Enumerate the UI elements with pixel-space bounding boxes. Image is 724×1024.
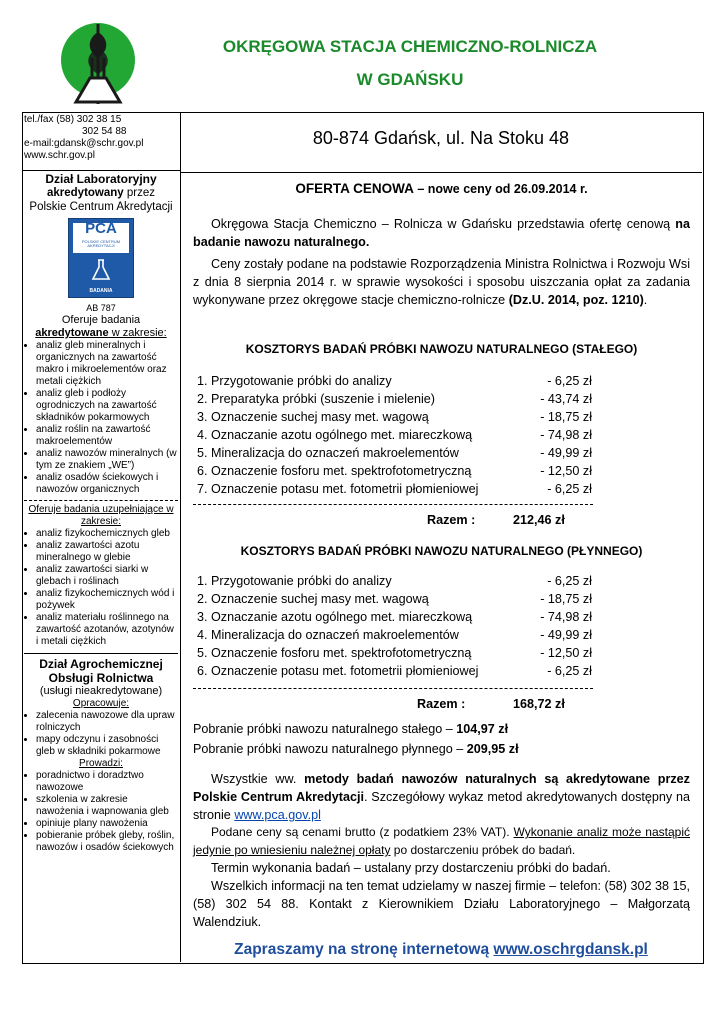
prices-paragraph: Podane ceny są cenami brutto (z podatkiem 23% VAT). Wykonanie analiz może nastąpić jedynie po wniesieniu należnej opłaty po dostarczeniu próbek do badań. — [193, 825, 690, 857]
list-item: • szkolenia w zakresie nawożenia i wapnowania gleb — [36, 794, 178, 818]
list-item: • analiz zawartości azotu mineralnego w glebie — [36, 540, 178, 564]
intro-paragraph: Okręgowa Stacja Chemiczno – Rolnicza w Gdańsku przedstawia ofertę cenową na badanie nawozu naturalnego. — [193, 217, 690, 249]
list-item: • analiz fizykochemicznych wód i pożywek — [36, 588, 178, 612]
column-divider — [180, 112, 181, 962]
liquid-cost-table — [197, 572, 592, 680]
pca-subtext: POLSKIE CENTRUM AKREDYTACJI — [81, 239, 121, 248]
agro-title: Dział Agrochemicznej — [39, 657, 163, 671]
list-item: • zalecenia nawozowe dla upraw rolniczych — [36, 710, 178, 734]
total-value: 212,46 zł — [513, 513, 565, 527]
dashed-line — [193, 504, 593, 505]
flask-icon — [91, 259, 111, 281]
prowadzi-heading: Prowadzi: — [79, 758, 123, 769]
station-logo — [58, 18, 138, 108]
list-item: • opiniuje plany nawożenia — [36, 818, 178, 830]
web-line[interactable]: www.schr.gov.pl — [24, 150, 95, 161]
table-row: 2. Oznaczenie suchej masy met. wagową - 18,75 zł — [197, 592, 592, 606]
solid-cost-title: KOSZTORYS BADAŃ PRÓBKI NAWOZU NATURALNEGO (STAŁEGO) — [245, 342, 638, 356]
phone-line: tel./fax (58) 302 38 15 — [24, 114, 122, 125]
accredited-list — [24, 340, 178, 496]
table-row: 3. Oznaczenie suchej masy met. wagową - 18,75 zł — [197, 410, 592, 424]
lab-accreditation-body: Polskie Centrum Akredytacji — [29, 201, 173, 213]
list-item: • analiz osadów ściekowych i nawozów organicznych — [36, 472, 178, 496]
list-item: • analiz gleb i podłoży ogrodniczych na zawartość składników pokarmowych — [36, 388, 178, 424]
table-row: 3. Oznaczanie azotu ogólnego met. miareczkową - 74,98 zł — [197, 610, 592, 624]
table-row: 5. Mineralizacja do oznaczeń makroelementów - 49,99 zł — [197, 446, 592, 460]
list-item: • pobieranie próbek gleby, roślin, nawozów i osadów ściekowych — [36, 830, 178, 854]
prowadzi-list — [24, 770, 178, 854]
table-row: 4. Oznaczanie azotu ogólnego met. miareczkową - 74,98 zł — [197, 428, 592, 442]
list-item: • analiz nawozów mineralnych (w tym ze znakiem „WE”) — [36, 448, 178, 472]
table-row: 4. Mineralizacja do oznaczeń makroelementów - 49,99 zł — [197, 628, 592, 642]
list-item: • poradnictwo i doradztwo nawozowe — [36, 770, 178, 794]
agro-subtitle: (usługi nieakredytowane) — [39, 685, 163, 697]
supplementary-list — [24, 528, 178, 648]
email-line[interactable]: e-mail:gdansk@schr.gov.pl — [24, 138, 144, 149]
station-title-line2: W GDAŃSKU — [356, 70, 464, 89]
info-paragraph: Wszelkich informacji na ten temat udzielamy w naszej firmie – telefon: (58) 302 38 15, (58) 302 54 88. Kontakt z Kierownikiem Działu Laboratoryjnego – Małgorzatą Walendziuk. — [193, 879, 690, 929]
supplementary-heading: Oferuje badania uzupełniające w zakresie: — [28, 504, 174, 527]
liquid-cost-title: KOSZTORYS BADAŃ PRÓBKI NAWOZU NATURALNEGO (PŁYNNEGO) — [240, 544, 643, 558]
list-item: • analiz fizykochemicznych gleb — [36, 528, 178, 540]
total-value: 168,72 zł — [513, 697, 565, 711]
address: 80-874 Gdańsk, ul. Na Stoku 48 — [312, 128, 570, 148]
pca-link[interactable]: www.pca.gov.pl — [234, 808, 321, 822]
term-paragraph: Termin wykonania badań – ustalany przy dostarczeniu próbki do badań. — [211, 861, 611, 875]
footer-invitation: Zapraszamy na stronę internetową www.oschrgdansk.pl — [234, 941, 648, 958]
agro-title-2: Obsługi Rolnictwa — [48, 671, 154, 685]
offers-heading-2: akredytowane w zakresie: — [35, 327, 167, 339]
dashed-divider — [24, 500, 178, 501]
dashed-line — [193, 688, 593, 689]
total-label: Razem : — [427, 513, 476, 527]
solid-cost-table — [197, 372, 592, 498]
total-label: Razem : — [417, 697, 466, 711]
pca-badge — [68, 218, 134, 298]
table-row: 6. Oznaczenie potasu met. fotometrii płomieniowej - 6,25 zł — [197, 664, 592, 678]
sampling-solid: Pobranie próbki nawozu naturalnego stałego – 104,97 zł — [193, 722, 509, 736]
sampling-liquid: Pobranie próbki nawozu naturalnego płynnego – 209,95 zł — [193, 742, 519, 756]
pca-number: AB 787 — [86, 303, 116, 313]
list-item: • analiz gleb mineralnych i organicznych na zawartość makro i mikroelementów oraz metali ciężkich — [36, 340, 178, 388]
station-title-line1: OKRĘGOWA STACJA CHEMICZNO-ROLNICZA — [222, 37, 598, 56]
phone-line-2: 302 54 88 — [82, 126, 127, 137]
table-row: 1. Przygotowanie próbki do analizy - 6,25 zł — [197, 574, 592, 588]
table-row: 2. Preparatyka próbki (suszenie i mielenie) - 43,74 zł — [197, 392, 592, 406]
list-item: • analiz zawartości siarki w glebach i roślinach — [36, 564, 178, 588]
address-divider — [180, 172, 702, 173]
lab-title: Dział Laboratoryjny — [45, 172, 157, 186]
list-item: • mapy odczynu i zasobności gleb w składniki pokarmowe — [36, 734, 178, 758]
table-row: 5. Oznaczenie fosforu met. spektrofotometryczną - 12,50 zł — [197, 646, 592, 660]
table-row: 6. Oznaczenie fosforu met. spektrofotometryczną - 12,50 zł — [197, 464, 592, 478]
table-row: 7. Oznaczenie potasu met. fotometrii płomieniowej - 6,25 zł — [197, 482, 592, 496]
opracowuje-heading: Opracowuje: — [72, 698, 130, 709]
offer-title: OFERTA CENOWA – nowe ceny od 26.09.2014 r. — [295, 181, 588, 196]
pca-logo-text: PCA — [85, 220, 117, 237]
website-link[interactable]: www.oschrgdansk.pl — [493, 941, 648, 958]
contact-divider — [22, 170, 180, 171]
lab-accreditation: akredytowany przez — [46, 187, 156, 199]
opracowuje-list — [24, 710, 178, 758]
pca-badania: BADANIA — [89, 288, 113, 294]
sidebar — [24, 172, 178, 854]
list-item: • analiz roślin na zawartość makroelementów — [36, 424, 178, 448]
solid-divider — [24, 653, 178, 654]
basis-paragraph: Ceny zostały podane na podstawie Rozporządzenia Ministra Rolnictwa i Rozwoju Wsi z dnia 8 sierpnia 2014 r. w sprawie wysokości i sposobu uiszczania opłat za zadania wykonywane przez okręgowe stacje chemiczno-rolnicze (Dz.U. 2014, poz. 1210). — [193, 257, 690, 307]
offers-heading: Oferuje badania — [61, 314, 141, 326]
contact-block — [24, 114, 178, 162]
list-item: • analiz materiału roślinnego na zawartość azotanów, azotynów i metali ciężkich — [36, 612, 178, 648]
methods-paragraph: Wszystkie ww. metody badań nawozów naturalnych są akredytowane przez Polskie Centrum Akredytacji. Szczegółowy wykaz metod akredytowanych dostępny na stronie www.pca.gov.pl — [193, 772, 691, 822]
table-row: 1. Przygotowanie próbki do analizy - 6,25 zł — [197, 374, 592, 388]
